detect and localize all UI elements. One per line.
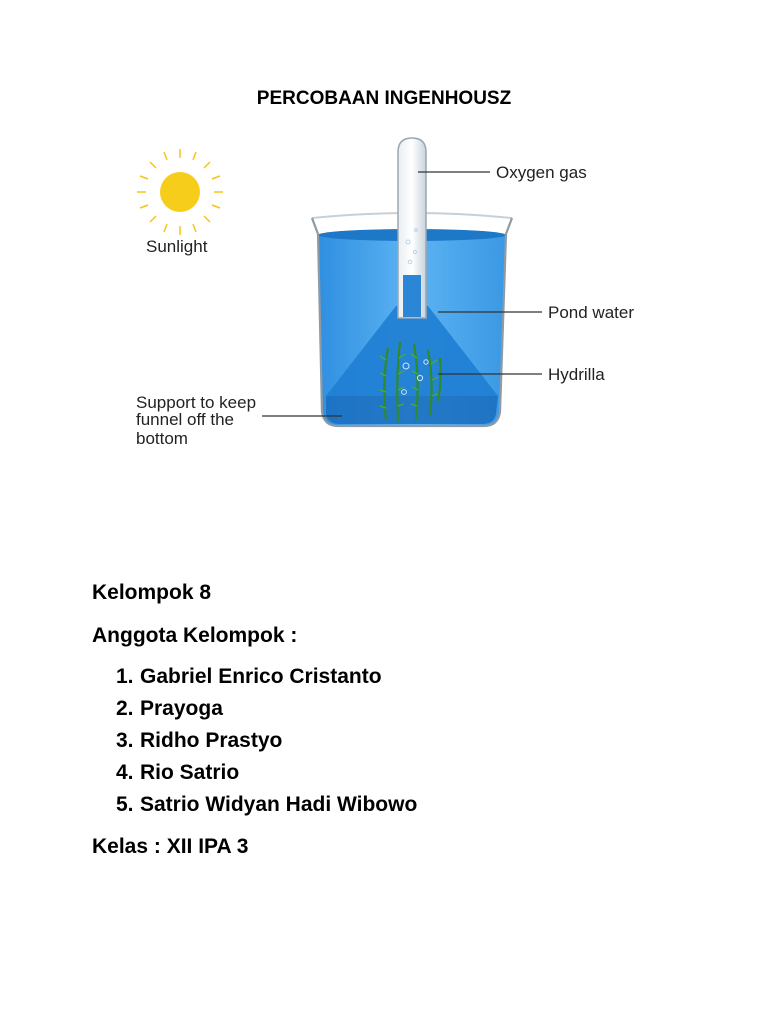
sun-icon [137,149,223,235]
member-item [116,730,417,762]
class-info: Kelas : XII IPA 3 [92,835,249,858]
oxygen-gas-label: Oxygen gas [496,163,587,182]
member-item [116,794,417,826]
member-number: 5. [116,793,134,816]
member-name: Rio Satrio [140,761,240,784]
support-label-line2: funnel off the [136,410,234,429]
members-heading: Anggota Kelompok : [92,624,298,647]
member-item [116,762,417,794]
support-label-line3: bottom [136,429,188,448]
sunlight-label: Sunlight [146,237,208,256]
document-title: PERCOBAAN INGENHOUSZ [256,88,512,109]
test-tube [398,138,426,318]
member-name: Satrio Widyan Hadi Wibowo [140,793,418,816]
member-item [116,698,417,730]
member-name: Prayoga [140,697,223,720]
member-name: Gabriel Enrico Cristanto [140,665,382,688]
group-name: Kelompok 8 [92,581,212,604]
member-name: Ridho Prastyo [140,729,283,752]
member-list [116,666,417,826]
pond-water-label: Pond water [548,303,634,322]
member-number: 4. [116,761,134,784]
support-label-line1: Support to keep [136,393,257,412]
member-item [116,666,417,698]
member-number: 1. [116,665,134,688]
hydrilla-label: Hydrilla [548,365,605,384]
member-number: 2. [116,697,134,720]
member-number: 3. [116,729,134,752]
ingenhousz-diagram [120,130,660,460]
